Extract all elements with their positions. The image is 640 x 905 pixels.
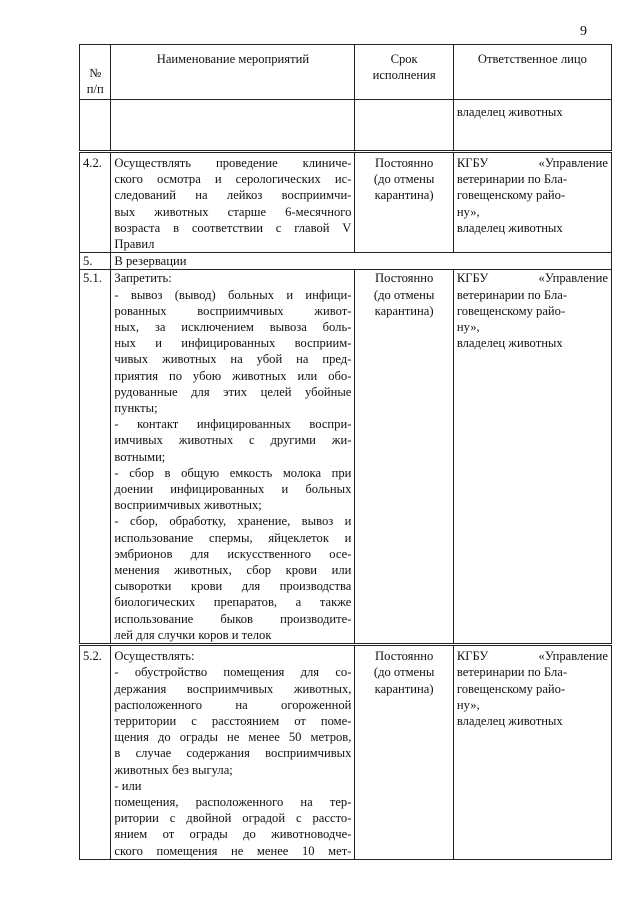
measure-line: лей для случки коров и телок xyxy=(114,627,272,642)
term-line: карантина) xyxy=(374,681,434,696)
row-term xyxy=(355,270,453,645)
measure-line: янием от ограды до животноводче- xyxy=(114,827,352,842)
measure-line: доении инфицированных и больных xyxy=(114,482,352,497)
responsible-line: ну», xyxy=(456,204,480,219)
measure-line: имчивых животных с другими жи- xyxy=(114,433,352,448)
responsible-line: владелец животных xyxy=(456,220,563,235)
measure-line: расположенного на огороженной xyxy=(114,697,352,712)
measure-line: использование быков производите- xyxy=(114,611,352,626)
header-number-abbr: п/п xyxy=(86,81,104,96)
page-number: 9 xyxy=(580,24,587,39)
row-responsible xyxy=(453,645,611,860)
measure-line: менения животных, сбор крови или xyxy=(114,563,352,578)
table-row-5 xyxy=(80,253,612,270)
header-number-sign: № xyxy=(89,65,102,80)
measure-line: рудованные для этих целей убойные xyxy=(114,384,352,399)
responsible-line: ветеринарии по Бла- xyxy=(456,665,568,680)
table-row-5-2 xyxy=(80,645,612,860)
header-term-line1: Срок xyxy=(390,52,418,66)
header-number xyxy=(80,45,111,100)
responsible-line: ну», xyxy=(456,697,480,712)
carry-over-responsible: владелец животных xyxy=(453,100,611,152)
row-measure xyxy=(111,152,355,253)
term-line: (до отмены xyxy=(373,287,435,302)
row-responsible xyxy=(453,270,611,645)
measure-line: - вывоз (вывод) больных и инфици- xyxy=(114,287,352,302)
responsible-line: говещенскому райо- xyxy=(456,681,566,696)
row-measure xyxy=(111,270,355,645)
responsible-line: КГБУ «Управление xyxy=(456,156,608,170)
measure-line: возраста в соответствии с главой V xyxy=(114,220,352,235)
measure-line: сыворотки крови для производства xyxy=(114,579,352,594)
table-row-carry-over xyxy=(80,100,612,152)
measure-line: - сбор в общую емкость молока при xyxy=(114,465,352,480)
measure-line: - сбор, обработку, хранение, вывоз и xyxy=(114,514,352,529)
measure-line: пункты; xyxy=(114,401,158,416)
term-line: (до отмены xyxy=(373,172,435,187)
term-line: (до отмены xyxy=(373,665,435,680)
table-row-4-2 xyxy=(80,152,612,253)
measure-line: территории с расстоянием от поме- xyxy=(114,713,352,728)
measure-line: - обустройство помещения для со- xyxy=(114,665,352,680)
header-name: Наименование мероприятий xyxy=(111,45,355,100)
term-line: Постоянно xyxy=(374,156,434,170)
measure-line: ского помещения не менее 10 мет- xyxy=(114,843,352,858)
measure-line: рованных восприимчивых живот- xyxy=(114,303,352,318)
measure-line: чивых животных на убой на пред- xyxy=(114,352,352,367)
row-term xyxy=(355,645,453,860)
measure-line: использование спермы, яйцеклеток и xyxy=(114,530,352,545)
term-line: карантина) xyxy=(374,188,434,203)
responsible-line: КГБУ «Управление xyxy=(456,649,608,664)
responsible-line: владелец животных xyxy=(456,713,563,728)
measure-line: ных, за исключением вывоза боль- xyxy=(114,320,352,335)
header-term-line2: исполнения xyxy=(372,68,436,83)
term-line: Постоянно xyxy=(374,649,434,664)
row-term xyxy=(355,152,453,253)
row-number: 5. xyxy=(80,253,111,270)
row-number: 5.1. xyxy=(80,270,111,645)
section-title: В резервации xyxy=(111,253,612,270)
measure-line: в случае содержания восприимчивых xyxy=(114,746,352,761)
responsible-line: ну», xyxy=(456,320,480,335)
measure-line: Запретить: xyxy=(114,271,172,286)
measure-line: вотными; xyxy=(114,449,166,464)
measure-line: Осуществлять: xyxy=(114,649,195,664)
measure-line: Правил xyxy=(114,237,155,252)
measure-line: биологических препаратов, а также xyxy=(114,595,352,610)
row-responsible xyxy=(453,152,611,253)
measures-table xyxy=(79,44,612,860)
table-row-5-1 xyxy=(80,270,612,645)
term-line: карантина) xyxy=(374,303,434,318)
measure-line: Осуществлять проведение клиниче- xyxy=(114,156,352,170)
measure-line: следований на лейкоз восприимчи- xyxy=(114,188,352,203)
row-measure xyxy=(111,645,355,860)
responsible-line: владелец животных xyxy=(456,336,563,351)
row-number: 4.2. xyxy=(80,152,111,253)
measure-line: - контакт инфицированных воспри- xyxy=(114,417,352,432)
term-line: Постоянно xyxy=(374,271,434,286)
responsible-line: ветеринарии по Бла- xyxy=(456,172,568,187)
measure-line: ных и инфицированных восприим- xyxy=(114,336,352,351)
header-term xyxy=(355,45,453,100)
responsible-line: ветеринарии по Бла- xyxy=(456,287,568,302)
measure-line: ского осмотра и серологических ис- xyxy=(114,172,352,187)
responsible-line: говещенскому райо- xyxy=(456,188,566,203)
row-number: 5.2. xyxy=(80,645,111,860)
measure-line: эмбрионов для искусственного осе- xyxy=(114,546,352,561)
measure-line: вых животных старше 6-месячного xyxy=(114,204,352,219)
responsible-line: КГБУ «Управление xyxy=(456,271,608,286)
measure-line: помещения, расположенного на тер- xyxy=(114,794,352,809)
measure-line: ритории с двойной оградой с рассто- xyxy=(114,811,352,826)
header-responsible: Ответственное лицо xyxy=(453,45,611,100)
responsible-line: говещенскому райо- xyxy=(456,303,566,318)
measure-line: - или xyxy=(114,778,142,793)
table-header-row xyxy=(80,45,612,100)
measure-line: держания восприимчивых животных, xyxy=(114,681,352,696)
measure-line: щения до ограды не менее 50 метров, xyxy=(114,730,352,745)
measure-line: восприимчивых животных; xyxy=(114,498,262,513)
measure-line: животных без выгула; xyxy=(114,762,233,777)
measure-line: приятия по убою животных или обо- xyxy=(114,368,352,383)
